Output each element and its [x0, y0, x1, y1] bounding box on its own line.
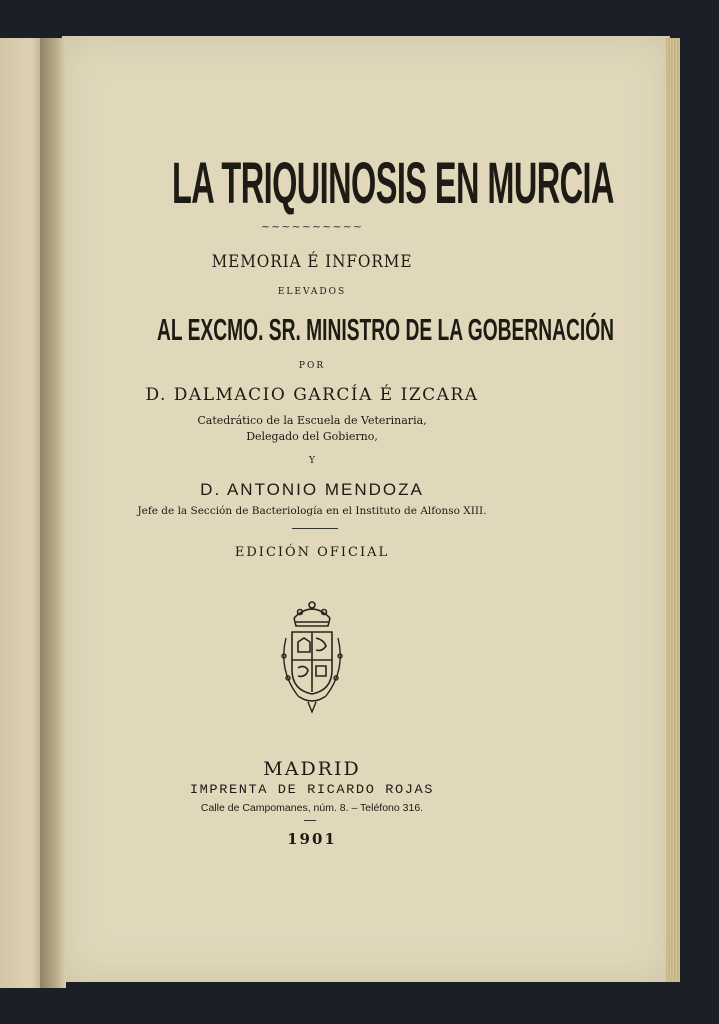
por-text: POR: [298, 361, 326, 371]
author-2-credential: Jefe de la Sección de Bacteriología en el Instituto de Alfonso XIII.: [137, 505, 487, 517]
publication-city: MADRID: [263, 758, 361, 780]
coat-of-arms-icon: [272, 598, 352, 716]
author-1-credential-1: Catedrático de la Escuela de Veterinaria,: [197, 414, 427, 427]
book-subtitle: MEMORIA É INFORME: [211, 252, 413, 272]
author-1-credential-2: Delegado del Gobierno,: [246, 430, 378, 443]
recipient-line: AL EXCMO. SR. MINISTRO DE LA GOBERNACIÓN: [157, 312, 615, 347]
and-text: Y: [309, 456, 315, 466]
printer-name: IMPRENTA DE RICARDO ROJAS: [189, 782, 435, 797]
edition-text: EDICIÓN OFICIAL: [234, 545, 390, 560]
book-title: LA TRIQUINOSIS EN MURCIA: [172, 151, 614, 216]
page-edges: [666, 38, 680, 982]
printer-address: Calle de Campomanes, núm. 8. – Teléfono 316.: [200, 802, 424, 814]
publication-year: 1901: [287, 830, 337, 848]
title-ornament: ~~~~~~~~~~: [260, 220, 364, 233]
small-dash: [304, 820, 316, 821]
author-1: D. DALMACIO GARCÍA É IZCARA: [145, 385, 479, 405]
left-page: [0, 38, 44, 988]
elevados-text: ELEVADOS: [277, 287, 347, 297]
divider-rule: [292, 528, 338, 529]
author-2: D. ANTONIO MENDOZA: [200, 480, 424, 499]
